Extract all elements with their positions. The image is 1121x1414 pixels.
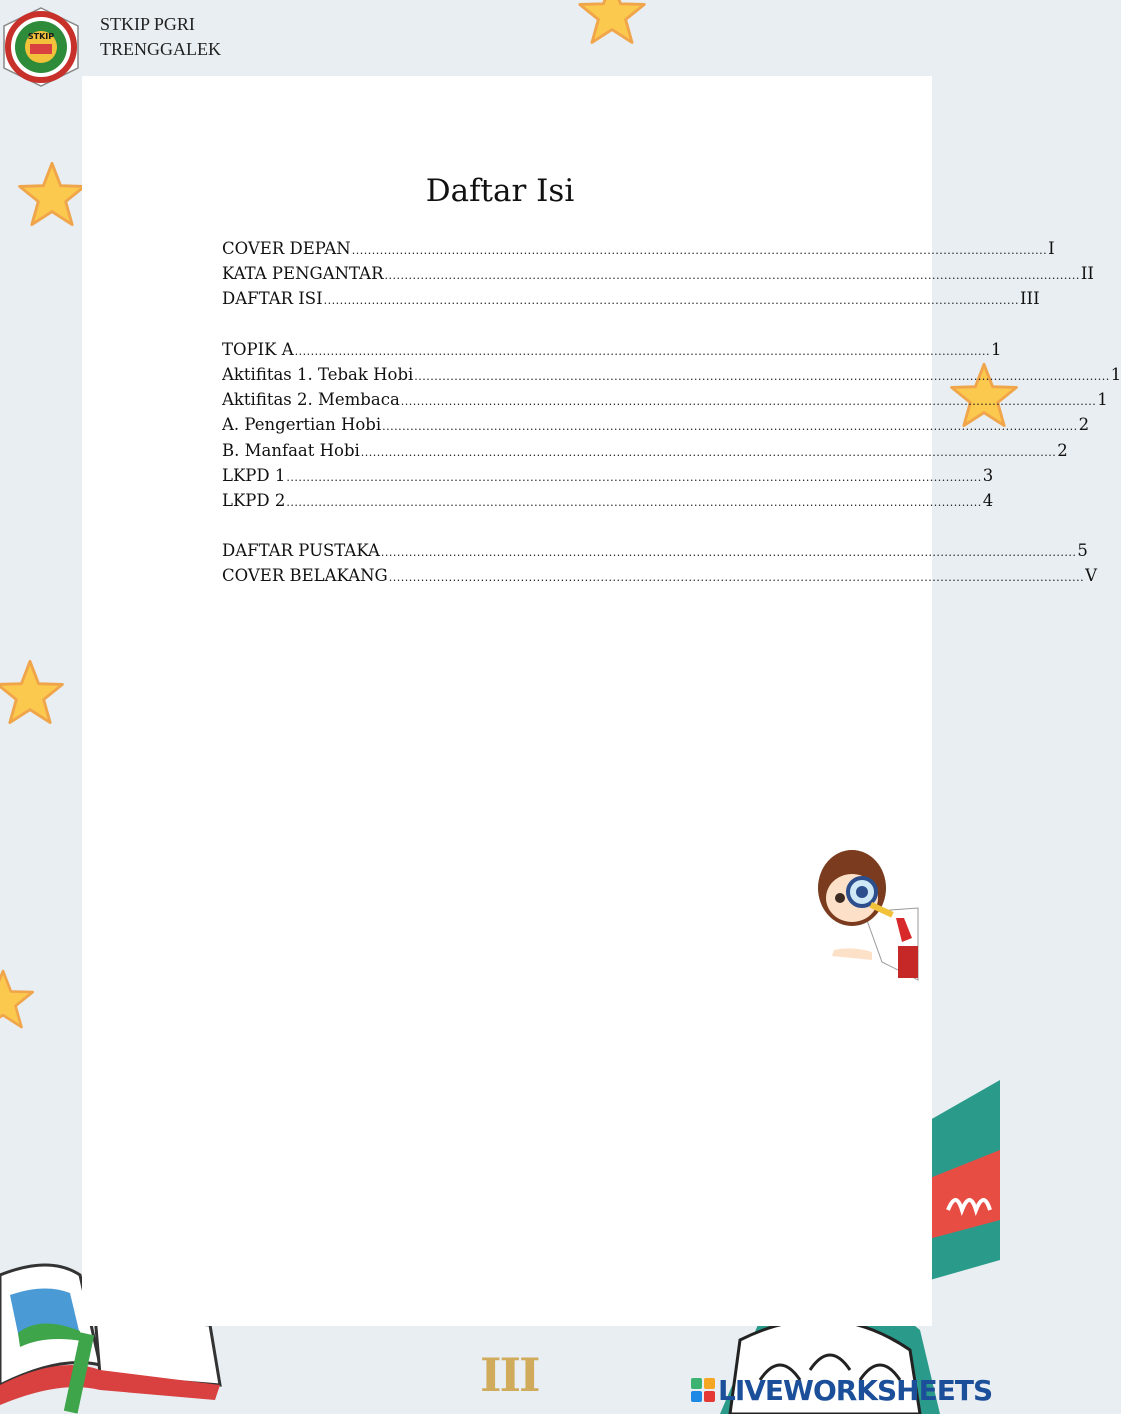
toc-entry-label: COVER DEPAN: [222, 239, 351, 258]
kid-magnifier-illustration: [812, 842, 928, 982]
toc-entry-page: 3: [982, 465, 994, 485]
toc-entry: [222, 387, 1108, 412]
toc-entry-label: TOPIK A: [222, 339, 294, 359]
toc-entry-page: 2: [1057, 440, 1068, 460]
star-icon: [576, 0, 648, 46]
toc-entry: [222, 438, 1068, 463]
page-title: Daftar Isi: [425, 173, 575, 209]
organization-name: [100, 12, 221, 62]
stkip-logo-icon: [0, 6, 82, 88]
star-icon: [0, 656, 66, 728]
toc-entry-label: DAFTAR PUSTAKA: [222, 541, 380, 561]
org-line-2: TRENGGALEK: [100, 39, 221, 59]
toc-dot-leader: ..............................................................................................................................................................................: [351, 244, 1048, 257]
toc-entry-page: 1: [991, 339, 1002, 359]
toc-entry-label: DAFTAR ISI: [222, 289, 323, 309]
toc-dot-leader: ..............................................................................................................................................................................: [294, 344, 991, 358]
toc-entry: [222, 236, 1055, 261]
toc-dot-leader: ..............................................................................................................................................................................: [360, 445, 1057, 459]
toc-entry: [222, 261, 1094, 286]
toc-entry-page: I: [1048, 239, 1055, 258]
table-of-contents: [222, 236, 1121, 589]
toc-entry-page: 1: [1110, 364, 1121, 384]
toc-dot-leader: ..............................................................................................................................................................................: [323, 294, 1020, 308]
toc-entry-label: Aktifitas 1. Tebak Hobi: [222, 364, 414, 384]
toc-entry-label: A. Pengertian Hobi: [222, 415, 382, 435]
toc-dot-leader: ..............................................................................................................................................................................: [382, 420, 1078, 434]
toc-entry: [222, 412, 1090, 437]
toc-entry-page: V: [1085, 566, 1098, 586]
toc-entry-page: 1: [1097, 390, 1108, 410]
toc-entry-page: 4: [982, 490, 994, 510]
toc-entry: [222, 337, 1002, 362]
toc-entry: [222, 286, 1040, 311]
toc-dot-leader: ..............................................................................................................................................................................: [414, 369, 1110, 383]
toc-entry-label: Aktifitas 2. Membaca: [222, 390, 400, 410]
watermark-text: LIVEWORKSHEETS: [718, 1373, 993, 1407]
toc-dot-leader: ..............................................................................................................................................................................: [384, 269, 1080, 283]
toc-entry: [222, 463, 994, 488]
toc-entry-label: COVER BELAKANG: [222, 566, 388, 586]
toc-entry-label: KATA PENGANTAR: [222, 264, 384, 284]
toc-dot-leader: ..............................................................................................................................................................................: [380, 546, 1077, 560]
toc-entry-label: LKPD 1: [222, 465, 286, 485]
toc-entry-label: B. Manfaat Hobi: [222, 440, 360, 460]
toc-entry: [222, 488, 994, 513]
toc-dot-leader: ..............................................................................................................................................................................: [400, 395, 1097, 409]
toc-dot-leader: ..............................................................................................................................................................................: [388, 571, 1085, 585]
toc-entry-page: 2: [1078, 415, 1090, 435]
toc-dot-leader: ..............................................................................................................................................................................: [286, 495, 982, 509]
toc-entry: [222, 538, 1088, 563]
org-line-1: STKIP PGRI: [100, 14, 195, 34]
liveworksheets-watermark: [690, 1372, 992, 1408]
toc-entry-page: III: [1020, 289, 1040, 309]
toc-entry: [222, 362, 1121, 387]
toc-entry-page: 5: [1077, 541, 1088, 561]
toc-entry-label: LKPD 2: [222, 490, 286, 510]
liveworksheets-logo-icon: [690, 1377, 716, 1403]
toc-entry-page: II: [1080, 264, 1094, 284]
page-number: III: [480, 1348, 539, 1402]
toc-entry: [222, 563, 1098, 588]
toc-dot-leader: ..............................................................................................................................................................................: [286, 470, 982, 484]
star-icon: [0, 966, 36, 1032]
svg-text:STKIP: STKIP: [27, 32, 55, 41]
